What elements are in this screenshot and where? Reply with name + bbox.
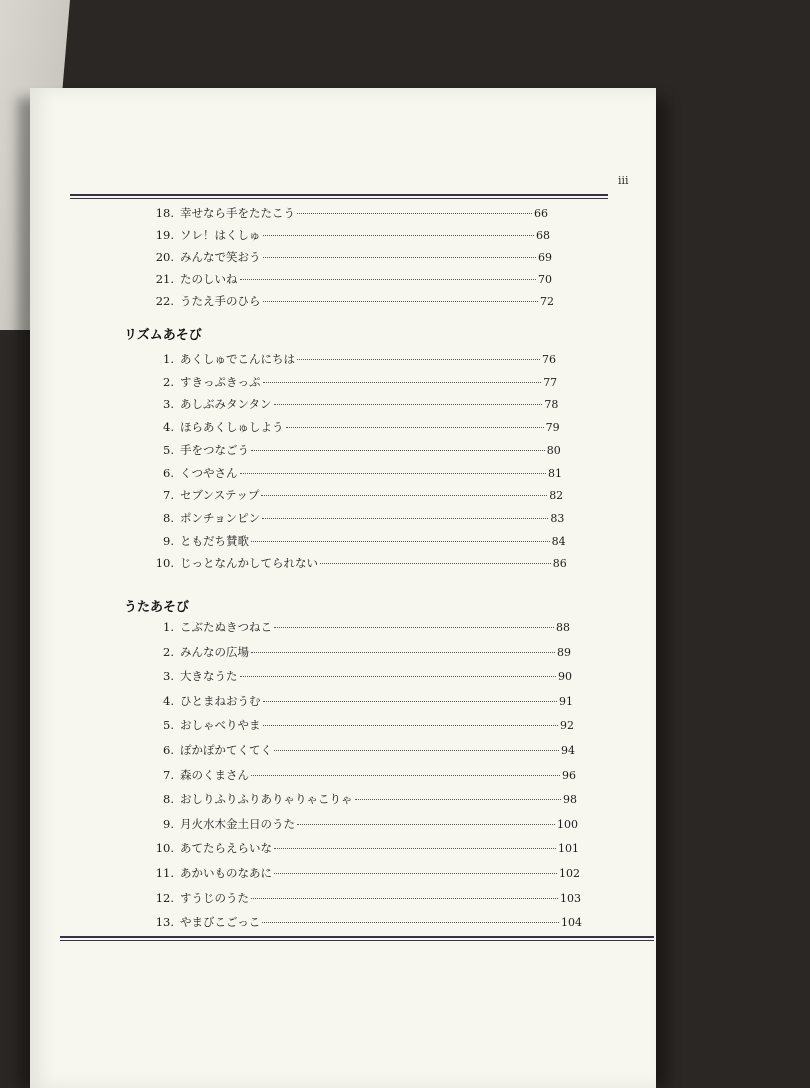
dot-leader bbox=[274, 404, 543, 405]
entry-page-number: 91 bbox=[559, 694, 573, 708]
toc-entry bbox=[150, 619, 570, 639]
entry-number: 10. bbox=[155, 556, 174, 571]
entry-title: 月火水木金土日のうた bbox=[180, 816, 295, 831]
entry-number: 8. bbox=[163, 792, 174, 807]
toc-entry bbox=[150, 890, 581, 910]
toc-entry bbox=[150, 693, 573, 713]
entry-number: 21. bbox=[155, 272, 174, 286]
entry-number: 2. bbox=[163, 374, 174, 389]
dot-leader bbox=[251, 450, 545, 451]
toc-entry bbox=[150, 227, 550, 247]
entry-number: 18. bbox=[155, 206, 174, 220]
dot-leader bbox=[274, 848, 556, 849]
entry-number: 10. bbox=[155, 841, 174, 856]
entry-number: 7. bbox=[163, 488, 174, 503]
dot-leader bbox=[263, 257, 537, 258]
entry-number: 5. bbox=[163, 718, 174, 733]
entry-page-number: 76 bbox=[542, 353, 556, 366]
entry-page-number: 84 bbox=[551, 534, 566, 548]
dot-leader bbox=[286, 427, 544, 428]
entry-number: 3. bbox=[163, 397, 174, 412]
entry-page-number: 78 bbox=[544, 398, 559, 412]
section-heading: リズムあそび bbox=[124, 328, 202, 343]
section-heading: うたあそび bbox=[124, 600, 190, 615]
entry-page-number: 82 bbox=[549, 489, 564, 503]
entry-title: ほらあくしゅしよう bbox=[180, 420, 284, 435]
dot-leader bbox=[263, 701, 558, 702]
toc-entry bbox=[150, 742, 575, 762]
entry-title: セブンステップ bbox=[180, 488, 260, 503]
entry-number: 22. bbox=[155, 294, 174, 308]
entry-page-number: 77 bbox=[543, 375, 558, 389]
entry-page-number: 72 bbox=[540, 295, 554, 308]
toc-entry bbox=[150, 668, 572, 688]
toc-entry bbox=[150, 555, 567, 575]
entry-page-number: 70 bbox=[538, 273, 552, 286]
entry-page-number: 102 bbox=[559, 867, 580, 880]
entry-page-number: 96 bbox=[562, 768, 576, 782]
toc-entry bbox=[150, 293, 554, 313]
dot-leader bbox=[240, 676, 557, 677]
entry-title: すきっぷきっぷ bbox=[180, 374, 261, 389]
dot-leader bbox=[263, 235, 535, 236]
entry-number: 9. bbox=[163, 533, 174, 548]
entry-title: たのしいね bbox=[180, 272, 238, 286]
toc-entry bbox=[150, 249, 552, 269]
toc-entry bbox=[150, 419, 560, 439]
entry-number: 6. bbox=[163, 465, 174, 480]
entry-title: くつやさん bbox=[180, 465, 238, 480]
toc-entry bbox=[150, 865, 580, 885]
dot-leader bbox=[297, 213, 532, 214]
header-rule bbox=[70, 194, 608, 196]
dot-leader bbox=[274, 873, 557, 874]
toc-entry bbox=[150, 205, 548, 225]
entry-number: 8. bbox=[163, 510, 174, 525]
entry-title: みんなで笑おう bbox=[180, 250, 261, 264]
dot-leader bbox=[355, 799, 562, 800]
entry-number: 9. bbox=[163, 816, 174, 831]
entry-number: 7. bbox=[163, 767, 174, 782]
entry-number: 4. bbox=[163, 693, 174, 708]
toc-entry bbox=[150, 396, 558, 416]
toc-entry bbox=[150, 510, 564, 530]
dot-leader bbox=[251, 775, 560, 776]
dot-leader bbox=[251, 898, 558, 899]
toc-entry bbox=[150, 465, 562, 485]
entry-title: うたえ手のひら bbox=[180, 294, 261, 308]
entry-title: ソレ！はくしゅ bbox=[180, 228, 261, 242]
toc-entry bbox=[150, 487, 563, 507]
entry-page-number: 104 bbox=[561, 916, 582, 930]
entry-page-number: 89 bbox=[557, 645, 571, 659]
dot-leader bbox=[262, 922, 559, 923]
entry-number: 6. bbox=[163, 743, 174, 757]
entry-number: 5. bbox=[163, 442, 174, 457]
entry-title: おしりふりふりありゃりゃこりゃ bbox=[180, 792, 353, 807]
dot-leader bbox=[320, 563, 551, 564]
toc-entry bbox=[150, 442, 561, 462]
entry-page-number: 103 bbox=[560, 891, 581, 905]
entry-title: こぶたぬきつねこ bbox=[180, 620, 272, 634]
entry-title: あしぶみタンタン bbox=[180, 397, 272, 412]
toc-entry bbox=[150, 914, 582, 934]
dot-leader bbox=[263, 301, 539, 302]
toc-entry bbox=[150, 791, 577, 811]
page-number: iii bbox=[618, 174, 629, 187]
entry-title: ぽかぽかてくてく bbox=[180, 743, 272, 757]
entry-title: あてたらえらいな bbox=[180, 841, 272, 856]
entry-title: じっとなんかしてられない bbox=[180, 556, 318, 571]
entry-page-number: 79 bbox=[545, 421, 560, 435]
entry-title: ポンチョンピン bbox=[180, 510, 261, 525]
entry-title: 大きなうた bbox=[180, 669, 238, 684]
toc-entry bbox=[150, 816, 578, 836]
entry-title: おしゃべりやま bbox=[180, 718, 261, 733]
entry-title: あかいものなあに bbox=[180, 866, 272, 880]
entry-number: 20. bbox=[155, 250, 174, 264]
entry-number: 11. bbox=[155, 866, 174, 880]
entry-title: やまびこごっこ bbox=[180, 915, 261, 930]
entry-page-number: 101 bbox=[558, 842, 579, 856]
dot-leader bbox=[262, 518, 548, 519]
dot-leader bbox=[274, 750, 559, 751]
toc-entry bbox=[150, 840, 579, 860]
entry-page-number: 88 bbox=[556, 621, 570, 634]
book-page bbox=[30, 88, 656, 1088]
entry-number: 4. bbox=[163, 420, 174, 435]
entry-number: 13. bbox=[155, 915, 174, 930]
toc-entry bbox=[150, 374, 557, 394]
entry-title: みんなの広場 bbox=[180, 644, 249, 659]
entry-page-number: 83 bbox=[550, 511, 565, 525]
entry-title: あくしゅでこんにちは bbox=[180, 352, 295, 366]
dot-leader bbox=[297, 824, 555, 825]
entry-number: 12. bbox=[155, 890, 174, 905]
entry-title: 手をつなごう bbox=[180, 442, 249, 457]
entry-page-number: 81 bbox=[548, 466, 562, 480]
dot-leader bbox=[274, 627, 554, 628]
dot-leader bbox=[297, 359, 540, 360]
toc-entry bbox=[150, 271, 552, 291]
entry-title: 森のくまさん bbox=[180, 767, 249, 782]
entry-page-number: 68 bbox=[536, 229, 550, 242]
entry-title: ひとまねおうむ bbox=[180, 693, 261, 708]
toc-entry bbox=[150, 351, 556, 371]
entry-title: すうじのうた bbox=[180, 890, 249, 905]
dot-leader bbox=[263, 725, 559, 726]
entry-number: 19. bbox=[155, 228, 174, 242]
toc-entry bbox=[150, 533, 566, 553]
entry-page-number: 86 bbox=[552, 557, 567, 571]
entry-number: 2. bbox=[163, 644, 174, 659]
toc-entry bbox=[150, 644, 571, 664]
entry-page-number: 92 bbox=[560, 719, 574, 733]
toc-entry bbox=[150, 717, 574, 737]
footer-rule-thin bbox=[60, 940, 654, 941]
entry-number: 1. bbox=[163, 352, 174, 366]
entry-number: 1. bbox=[163, 620, 174, 634]
dot-leader bbox=[251, 652, 555, 653]
dot-leader bbox=[261, 495, 547, 496]
entry-page-number: 80 bbox=[546, 443, 561, 457]
entry-page-number: 98 bbox=[563, 793, 577, 807]
entry-page-number: 69 bbox=[538, 251, 552, 264]
entry-title: ともだち賛歌 bbox=[180, 533, 249, 548]
entry-page-number: 94 bbox=[561, 744, 575, 757]
header-rule-thin bbox=[70, 198, 608, 199]
footer-rule bbox=[60, 936, 654, 938]
entry-page-number: 66 bbox=[534, 207, 548, 220]
entry-page-number: 90 bbox=[558, 670, 572, 684]
dot-leader bbox=[240, 279, 537, 280]
dot-leader bbox=[240, 473, 547, 474]
entry-number: 3. bbox=[163, 669, 174, 684]
dot-leader bbox=[251, 541, 550, 542]
entry-title: 幸せなら手をたたこう bbox=[180, 206, 295, 220]
entry-page-number: 100 bbox=[557, 817, 578, 831]
toc-entry bbox=[150, 767, 576, 787]
dot-leader bbox=[263, 382, 542, 383]
